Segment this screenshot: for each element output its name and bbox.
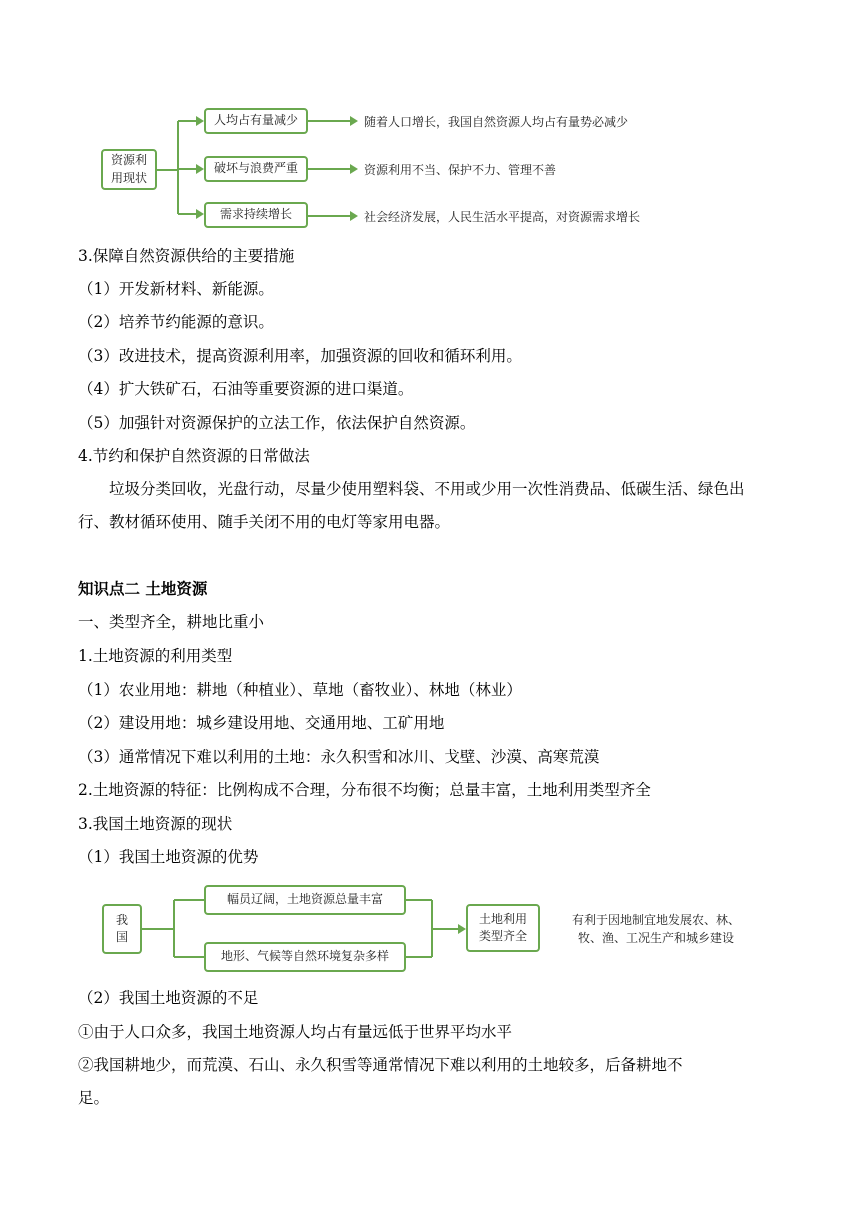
- result-note-line2: 牧、渔、工况生产和城乡建设: [578, 931, 735, 945]
- heading-3-land: 3.我国土地资源的现状: [78, 815, 233, 833]
- shortage-1: ①由于人口众多，我国土地资源人均占有量远低于世界平均水平: [78, 1023, 513, 1041]
- country-box: [102, 904, 142, 954]
- land-type-1: （1）农业用地：耕地（种植业）、草地（畜牧业）、林地（林业）: [78, 681, 522, 699]
- measure-4: （4）扩大铁矿石，石油等重要资源的进口渠道。: [78, 380, 414, 398]
- branch-note-2: 资源利用不当、保护不力、管理不善: [364, 163, 557, 177]
- country-box-line1: 我: [115, 912, 128, 927]
- branch-note-3: 社会经济发展，人民生活水平提高，对资源需求增长: [364, 210, 641, 224]
- branch-note-1: 随着人口增长，我国自然资源人均占有量势必减少: [364, 115, 629, 129]
- land-type-2: （2）建设用地：城乡建设用地、交通用地、工矿用地: [78, 714, 445, 732]
- shortage-2: ②我国耕地少，而荒漠、石山、永久积雪等通常情况下难以利用的土地较多，后备耕地不: [78, 1056, 683, 1074]
- land-type-3: （3）通常情况下难以利用的土地：永久积雪和冰川、戈壁、沙漠、高寒荒漠: [78, 748, 600, 766]
- shortage-2-cont: 足。: [78, 1089, 110, 1107]
- result-note-line1: 有利于因地制宜地发展农、林、: [572, 913, 741, 927]
- result-note: [572, 911, 740, 947]
- shortage-heading: （2）我国土地资源的不足: [78, 989, 259, 1007]
- branch-box-3: 需求持续增长: [204, 202, 308, 228]
- center-box-line1: 资源利: [110, 153, 147, 168]
- advantage-heading: （1）我国土地资源的优势: [78, 848, 259, 866]
- heading-3: 3.保障自然资源供给的主要措施: [78, 247, 295, 265]
- result-box-line1: 土地利用: [478, 911, 527, 926]
- center-box-line2: 用现状: [110, 170, 147, 185]
- heading-1-1: 1.土地资源的利用类型: [78, 647, 233, 665]
- section-title: 知识点二 土地资源: [78, 579, 208, 598]
- branch-box-1: 人均占有量减少: [204, 108, 308, 134]
- measure-5: （5）加强针对资源保护的立法工作，依法保护自然资源。: [78, 414, 476, 432]
- heading-4: 4.节约和保护自然资源的日常做法: [78, 447, 310, 465]
- measure-3: （3）改进技术，提高资源利用率，加强资源的回收和循环利用。: [78, 347, 522, 365]
- branch-box-2: 破坏与浪费严重: [204, 156, 308, 182]
- land-feature: 2.土地资源的特征：比例构成不合理，分布很不均衡；总量丰富，土地利用类型齐全: [78, 781, 651, 799]
- measure-2: （2）培养节约能源的意识。: [78, 313, 274, 331]
- daily-practice-paragraph: 垃圾分类回收，光盘行动，尽量少使用塑料袋、不用或少用一次性消费品、低碳生活、绿色出行、教材循环使用、随手关闭不用的电灯等家用电器。: [78, 480, 745, 531]
- heading-1: 一、类型齐全，耕地比重小: [78, 613, 265, 631]
- advantage-box-top: 幅员辽阔，土地资源总量丰富: [204, 885, 406, 915]
- result-box: [466, 904, 540, 952]
- result-box-line2: 类型齐全: [478, 929, 527, 943]
- country-box-line2: 国: [115, 930, 128, 944]
- advantage-box-bottom: 地形、气候等自然环境复杂多样: [204, 942, 406, 972]
- measure-1: （1）开发新材料、新能源。: [78, 280, 274, 298]
